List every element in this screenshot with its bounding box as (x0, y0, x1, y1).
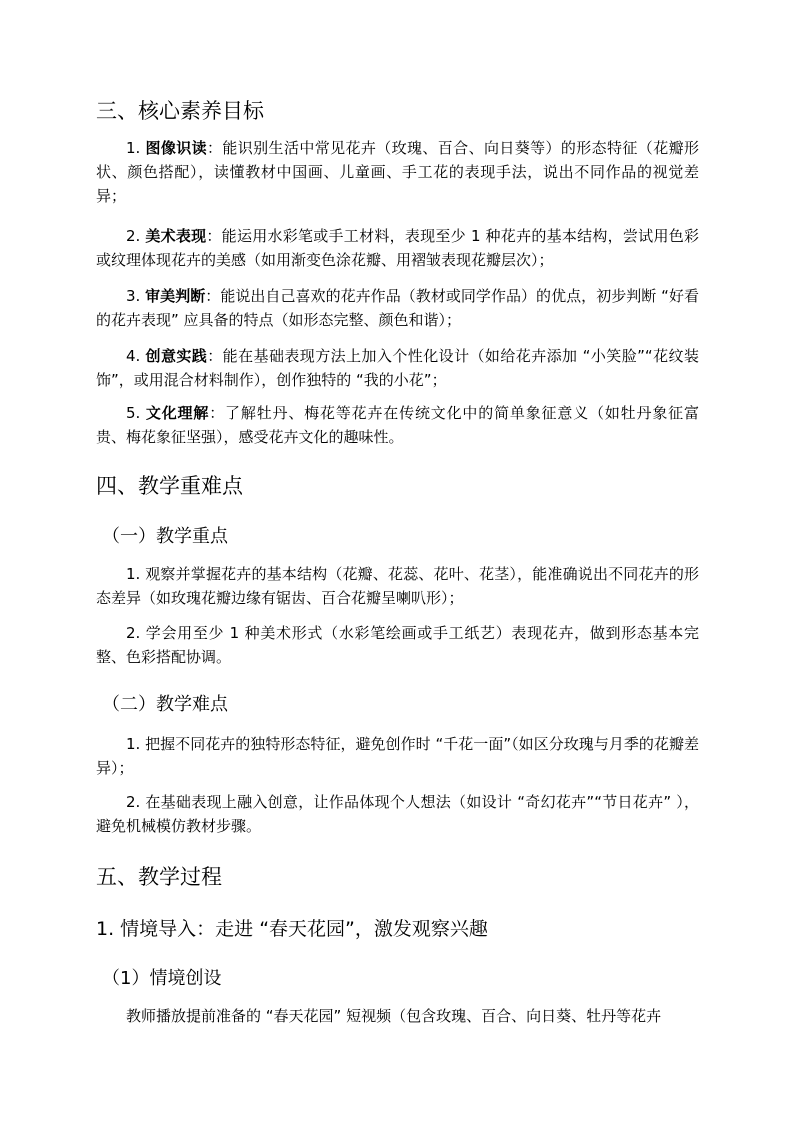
goal-text: ：能识别生活中常见花卉（玫瑰、百合、向日葵等）的形态特征（花瓣形状、颜色搭配），读懂教材中国画、儿童画、手工花的表现手法，说出不同作品的视觉差异； (96, 139, 699, 205)
goal-lead: 审美判断 (145, 287, 206, 305)
goal-text: ：能运用水彩笔或手工材料，表现至少 1 种花卉的基本结构，尝试用色彩或纹理体现花卉的美感（如用渐变色涂花瓣、用褶皱表现花瓣层次）； (96, 227, 699, 269)
goal-paragraph-3 (96, 284, 699, 332)
difficulties-heading: （二）教学难点 (102, 694, 228, 715)
goal-lead: 文化理解 (145, 404, 210, 422)
goal-paragraph-4 (96, 344, 699, 392)
section-heading-3: 三、核心素养目标 (96, 99, 264, 123)
goal-text: ：能在基础表现方法上加入个性化设计（如给花卉添加 “小笑脸”“花纹装饰”，或用混合材料制作），创作独特的 “我的小花”； (96, 347, 699, 389)
goal-paragraph-5 (96, 401, 699, 449)
key-points-heading: （一）教学重点 (102, 526, 228, 547)
goal-number: 5. (126, 404, 146, 422)
difficulty-paragraph-2: 2. 在基础表现上融入创意，让作品体现个人想法（如设计 “奇幻花卉”“节日花卉” ），避免机械模仿教材步骤。 (96, 793, 699, 835)
goal-number: 4. (126, 347, 146, 365)
goal-lead: 图像识读 (145, 139, 208, 157)
goal-number: 1. (126, 139, 146, 157)
goal-paragraph-1 (96, 136, 699, 208)
goal-lead: 美术表现 (145, 227, 207, 245)
key-point-paragraph-1: 1. 观察并掌握花卉的基本结构（花瓣、花蕊、花叶、花茎），能准确说出不同花卉的形态差异（如玫瑰花瓣边缘有锯齿、百合花瓣呈喇叭形）； (96, 565, 699, 607)
sub-step-paragraph: 教师播放提前准备的 “春天花园” 短视频（包含玫瑰、百合、向日葵、牡丹等花卉 (126, 1007, 662, 1025)
goal-lead: 创意实践 (145, 347, 208, 365)
goal-text: ：了解牡丹、梅花等花卉在传统文化中的简单象征意义（如牡丹象征富贵、梅花象征坚强），感受花卉文化的趣味性。 (96, 404, 699, 446)
step-1-heading: 1. 情境导入：走进 “春天花园”，激发观察兴趣 (96, 918, 488, 940)
sub-step-heading: （1）情境创设 (102, 968, 222, 989)
goal-text: ：能说出自己喜欢的花卉作品（教材或同学作品）的优点，初步判断 “好看的花卉表现” 应具备的特点（如形态完整、颜色和谐）； (96, 287, 699, 329)
goal-number: 2. (126, 227, 146, 245)
difficulty-paragraph-1: 1. 把握不同花卉的独特形态特征，避免创作时 “千花一面”（如区分玫瑰与月季的花瓣差异）； (96, 735, 699, 777)
section-heading-4: 四、教学重难点 (96, 474, 243, 498)
key-point-paragraph-2: 2. 学会用至少 1 种美术形式（水彩笔绘画或手工纸艺）表现花卉，做到形态基本完整、色彩搭配协调。 (96, 624, 699, 666)
goal-number: 3. (126, 287, 146, 305)
section-heading-5: 五、教学过程 (96, 865, 222, 889)
goal-paragraph-2 (96, 224, 699, 272)
